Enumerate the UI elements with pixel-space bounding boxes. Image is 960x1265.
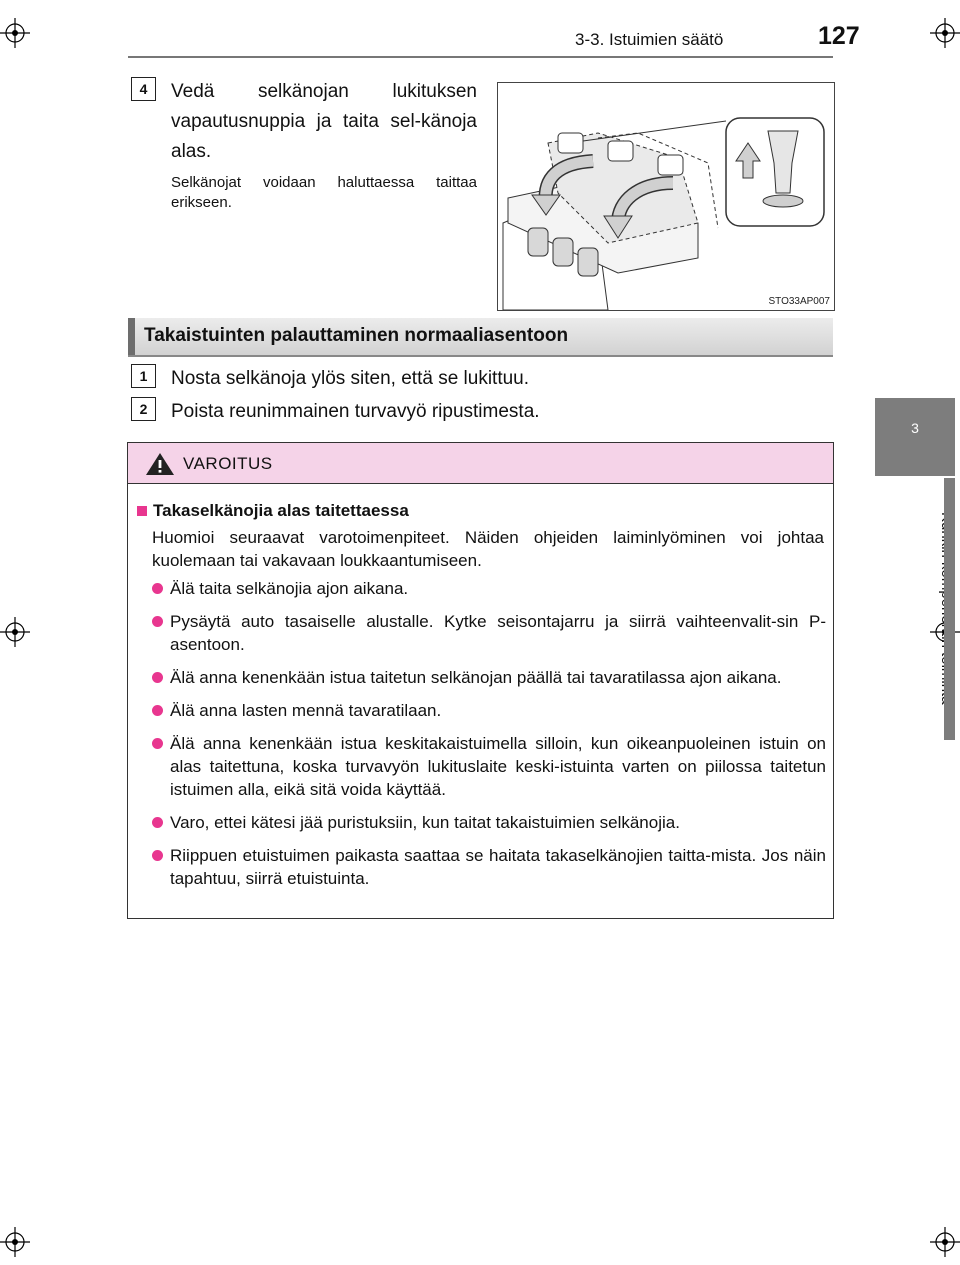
warning-box	[127, 442, 834, 919]
running-header-section: 3-3. Istuimien säätö	[575, 30, 724, 49]
chapter-title	[875, 478, 955, 738]
page-number: 127	[818, 22, 860, 50]
seat-fold-drawing	[498, 83, 834, 310]
step-4-text: Vedä selkänojan lukituksen vapautusnuppia ja taita sel-känoja alas.	[171, 81, 477, 162]
step-2-text: Poista reunimmainen turvavyö ripustimesta.	[171, 401, 540, 422]
registration-mark-bottom-right	[930, 1227, 960, 1257]
warning-bullet: Riippuen etuistuimen paikasta saattaa se haitata takaselkänojien taitta-mista. Jos näin tapahtuu, siirrä etuistuinta.	[152, 844, 826, 890]
bullet-dot-icon	[152, 583, 163, 594]
bullet-dot-icon	[152, 850, 163, 861]
bullet-dot-icon	[152, 616, 163, 627]
registration-mark-top-left	[0, 18, 30, 48]
warning-bullet: Älä anna kenenkään istua keskitakaistuimella silloin, kun oikeanpuoleinen istuin on alas taitettuna, koska turvavyön lukituslaite keski-istuinta varten on piilossa taitetun istuimen alla, eikä sitä voida käyttää.	[152, 732, 826, 801]
warning-title: VAROITUS	[183, 454, 273, 473]
step-badge-2: 2	[131, 397, 156, 421]
registration-mark-top-right	[930, 18, 960, 48]
subtitle-square-icon	[137, 506, 147, 516]
section-header	[128, 318, 833, 357]
warning-intro: Huomioi seuraavat varotoimenpiteet. Näiden ohjeiden laiminlyöminen voi johtaa kuolemaan tai vakavaan loukkaantumiseen.	[152, 528, 824, 570]
figure-code: STO33AP007	[768, 296, 830, 307]
chapter-tab	[875, 398, 955, 476]
section-header-accent	[128, 318, 135, 355]
section-title: Takaistuinten palauttaminen normaaliasentoon	[144, 325, 569, 346]
warning-bullet: Pysäytä auto tasaiselle alustalle. Kytke seisontajarru ja siirrä vaihteenvalit-sin P-asentoon.	[152, 610, 826, 656]
header-rule	[128, 56, 833, 58]
chapter-tab-bar	[944, 478, 955, 740]
warning-bullet: Varo, ettei kätesi jää puristuksiin, kun taitat takaistuimien selkänojia.	[152, 811, 826, 834]
seat-fold-illustration	[497, 82, 835, 311]
warning-header	[128, 443, 833, 484]
chapter-number: 3	[911, 420, 919, 436]
bullet-dot-icon	[152, 817, 163, 828]
bullet-dot-icon	[152, 705, 163, 716]
warning-subtitle-text: Takaselkänojia alas taitettaessa	[153, 501, 409, 520]
step-4-note: Selkänojat voidaan haluttaessa taittaa erikseen.	[171, 174, 477, 211]
bullet-dot-icon	[152, 672, 163, 683]
step-badge-1: 1	[131, 364, 156, 388]
bullet-dot-icon	[152, 738, 163, 749]
warning-bullet-list	[152, 577, 826, 900]
warning-bullet: Älä anna lasten mennä tavaratilaan.	[152, 699, 826, 722]
warning-bullet: Älä taita selkänojia ajon aikana.	[152, 577, 826, 600]
warning-subtitle	[137, 501, 409, 521]
registration-mark-bottom-left	[0, 1227, 30, 1257]
step-badge-4: 4	[131, 77, 156, 101]
registration-mark-mid-left	[0, 617, 30, 647]
step-1-text: Nosta selkänoja ylös siten, että se lukittuu.	[171, 368, 530, 389]
warning-triangle-icon	[145, 452, 175, 476]
warning-bullet: Älä anna kenenkään istua taitetun selkänojan päällä tai tavaratilassa ajon aikana.	[152, 666, 826, 689]
